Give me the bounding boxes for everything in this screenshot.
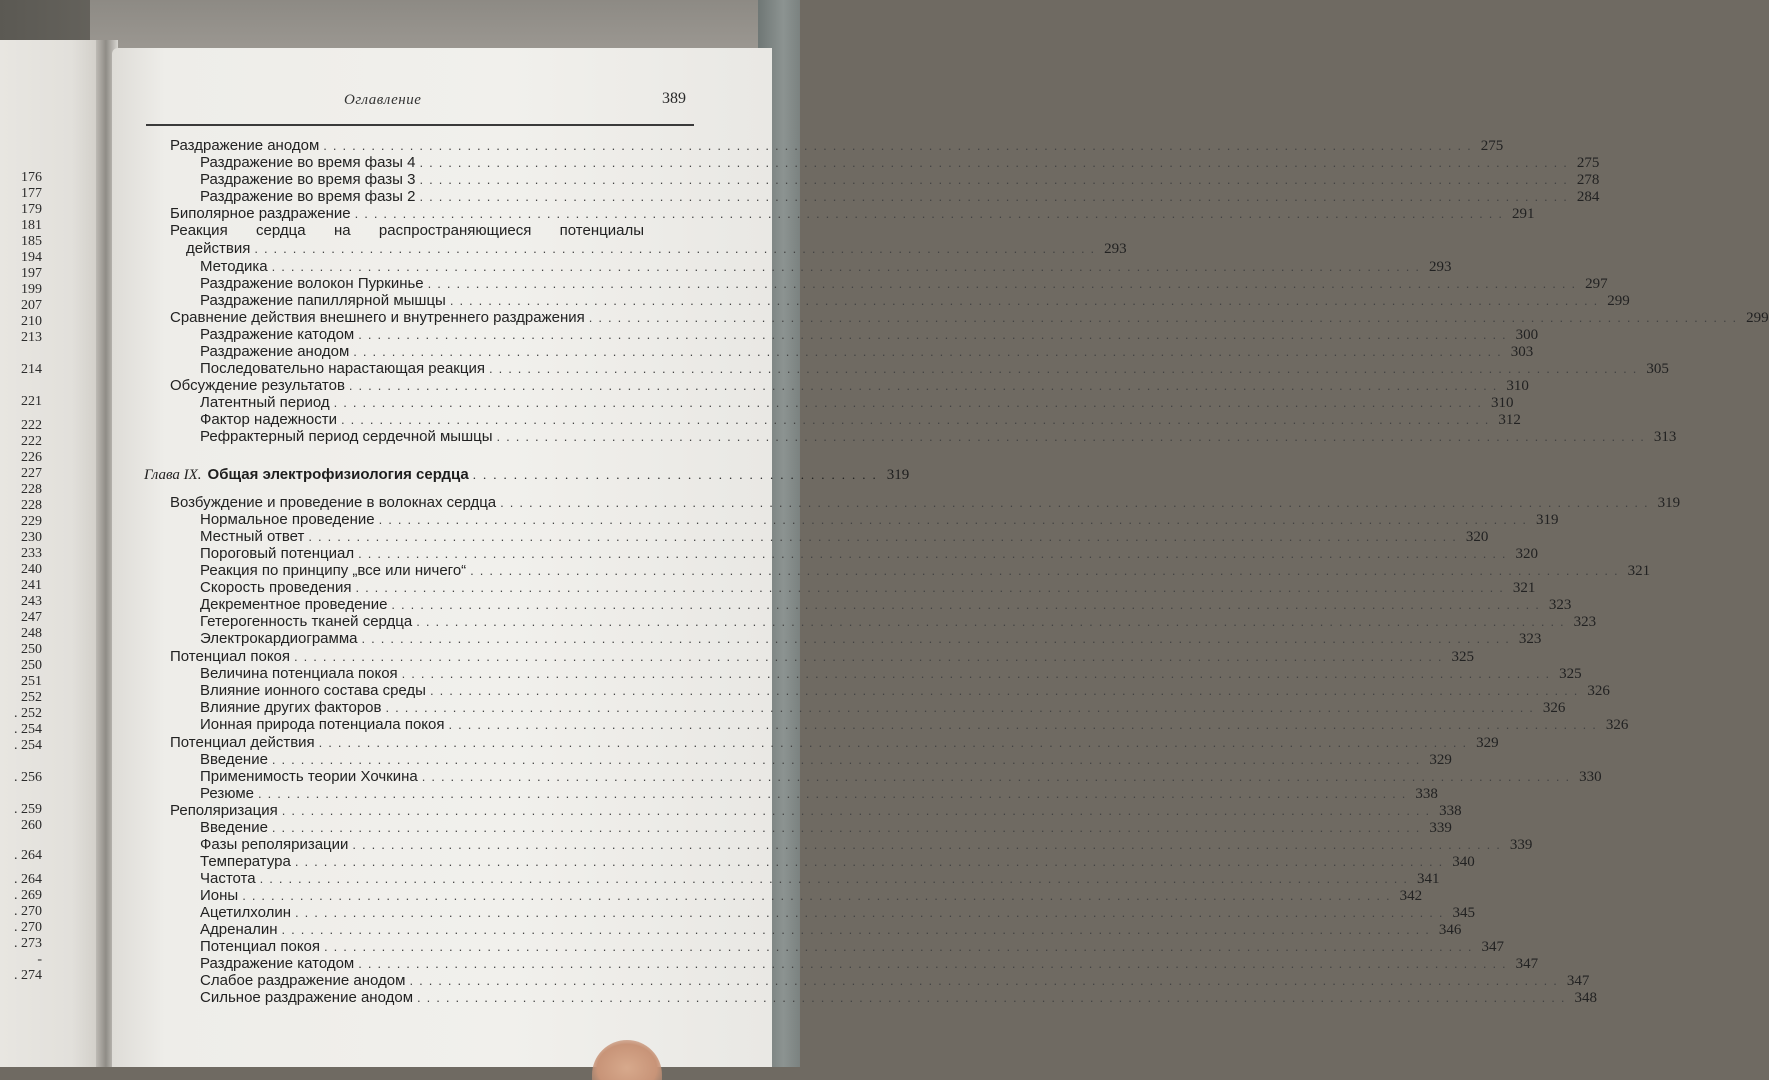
left-page-number: 251 xyxy=(21,674,42,689)
left-page-number: 222 xyxy=(21,434,42,449)
toc-entry-text: Реполяризация xyxy=(170,802,278,819)
toc-entry-text: Биполярное раздражение xyxy=(170,205,351,222)
toc-entry xyxy=(200,343,1534,360)
leader-dots: ........................................................................................................................ xyxy=(449,293,1604,308)
chapter-heading xyxy=(144,466,910,484)
toc-entry-page: 293 xyxy=(1104,241,1127,257)
left-page-number: . 274 xyxy=(14,968,42,983)
toc-entry-page: 319 xyxy=(1536,512,1559,528)
left-page-number: 248 xyxy=(21,626,42,641)
toc-entry xyxy=(200,360,1669,377)
left-page-number: . 259 xyxy=(14,802,42,817)
leader-dots: ........................................................................................................................ xyxy=(429,683,1584,698)
toc-entry-page: 347 xyxy=(1515,956,1539,972)
toc-entry xyxy=(200,630,1542,647)
left-page-number: 227 xyxy=(21,466,42,481)
toc-entry-page: 338 xyxy=(1439,803,1462,819)
toc-entry-text: Частота xyxy=(200,870,256,887)
left-page-number: 260 xyxy=(21,818,42,833)
toc-entry-wrapped-line1: Реакция сердца на распространяющиеся потенциалы xyxy=(170,222,644,239)
left-page-number: . 270 xyxy=(14,904,42,919)
toc-entry-text: Потенциал действия xyxy=(170,734,315,751)
toc-entry-text: Потенциал покоя xyxy=(170,648,291,665)
toc-entry-text: Латентный период xyxy=(200,394,330,411)
toc-entry-text: Сильное раздражение анодом xyxy=(200,989,414,1006)
leader-dots: ........................................................................................................................ xyxy=(391,597,1545,612)
leader-dots: ........................................................................................................................ xyxy=(385,700,1539,715)
left-page-number: 222 xyxy=(21,418,42,433)
toc-entry-text: Скорость проведения xyxy=(200,579,352,596)
toc-entry xyxy=(200,428,1677,445)
toc-entry-page: 305 xyxy=(1646,361,1669,377)
toc-entry-text: Слабое раздражение анодом xyxy=(200,972,406,989)
toc-entry-text: Методика xyxy=(200,258,268,275)
toc-entry xyxy=(200,921,1462,938)
left-page-number: 176 xyxy=(21,170,42,185)
toc-entry xyxy=(170,205,1535,222)
toc-entry-page: 325 xyxy=(1559,666,1582,682)
leader-dots: ........................................................................................................................ xyxy=(354,206,1509,221)
left-page-number: 226 xyxy=(21,450,42,465)
toc-entry-text: Декрементное проведение xyxy=(200,596,388,613)
toc-entry-page: 320 xyxy=(1465,529,1489,545)
leader-dots: ........................................................................................................................ xyxy=(378,512,1533,527)
toc-entry xyxy=(200,154,1600,171)
toc-entry-text: Возбуждение и проведение в волокнах сердца xyxy=(170,494,497,511)
toc-entry xyxy=(200,258,1452,275)
leader-dots: ........................................................................................................................ xyxy=(271,752,1426,767)
leader-dots: ........................................................................................................................ xyxy=(417,990,1571,1005)
left-page-number: 177 xyxy=(21,186,42,201)
toc-entry-page: 297 xyxy=(1585,276,1608,292)
toc-entry-page: 278 xyxy=(1576,172,1600,188)
toc-entry-page: 340 xyxy=(1452,854,1475,870)
left-page-number: 214 xyxy=(21,362,42,377)
toc-entry xyxy=(200,528,1489,545)
toc-entry xyxy=(170,494,1681,511)
toc-entry-page: 299 xyxy=(1746,310,1769,326)
toc-entry xyxy=(200,545,1539,562)
left-page-number: 207 xyxy=(21,298,42,313)
leader-dots: ........................................................................................................................ xyxy=(281,922,1435,937)
toc-entry-text: Местный ответ xyxy=(200,528,305,545)
toc-entry-page: 300 xyxy=(1515,327,1539,343)
leader-dots: ........................................................................................................................ xyxy=(427,276,1582,291)
toc-entry xyxy=(200,955,1539,972)
toc-entry-page: 329 xyxy=(1429,752,1452,768)
toc-entry xyxy=(170,137,1504,154)
toc-entry xyxy=(200,682,1610,699)
chapter-page: 319 xyxy=(886,467,910,483)
toc-entry-text: Раздражение катодом xyxy=(200,955,355,972)
page-number: 389 xyxy=(662,90,686,107)
toc-entry-page: 339 xyxy=(1429,820,1452,836)
toc-entry-text: Раздражение анодом xyxy=(170,137,320,154)
toc-entry xyxy=(170,734,1499,751)
left-page-number: 241 xyxy=(21,578,42,593)
toc-entry-page: 347 xyxy=(1566,973,1590,989)
toc-entry xyxy=(200,699,1566,716)
toc-entry-page: 326 xyxy=(1542,700,1566,716)
toc-entry xyxy=(200,751,1452,768)
leader-dots: ........................................................................................................................ xyxy=(341,412,1495,427)
left-page-number: . 264 xyxy=(14,872,42,887)
toc-entry-page: 293 xyxy=(1429,259,1452,275)
toc-entry xyxy=(200,853,1475,870)
leader-dots: ........................................ xyxy=(472,467,883,482)
toc-entry-page: 319 xyxy=(1657,495,1681,511)
toc-entry-text: Сравнение действия внешнего и внутреннего раздражения xyxy=(170,309,585,326)
toc-entry xyxy=(200,613,1597,630)
toc-entry-text: Температура xyxy=(200,853,291,870)
leader-dots: ........................................................................................................................ xyxy=(358,956,1512,971)
left-page-number: 210 xyxy=(21,314,42,329)
leader-dots: ........................................................................................................................ xyxy=(409,973,1563,988)
toc-entry-text: Рефрактерный период сердечной мышцы xyxy=(200,428,493,445)
left-page-number: 240 xyxy=(21,562,42,577)
leader-dots: ........................................................................................................................ xyxy=(271,259,1426,274)
leader-dots: ........................................................................................................................ xyxy=(421,769,1576,784)
left-page-number: 213 xyxy=(21,330,42,345)
toc-entry-text: Гетерогенность тканей сердца xyxy=(200,613,413,630)
left-page-number: 194 xyxy=(21,250,42,265)
left-page-number: 247 xyxy=(21,610,42,625)
toc-entry xyxy=(200,275,1608,292)
leader-dots: ........................................................................................................................ xyxy=(470,563,1624,578)
toc-entry-page: 348 xyxy=(1574,990,1597,1006)
toc-entry-text: Ацетилхолин xyxy=(200,904,292,921)
toc-entry-page: 275 xyxy=(1576,155,1600,171)
leader-dots: ........................................................................................................................ xyxy=(348,378,1503,393)
toc-entry-page: 313 xyxy=(1653,429,1677,445)
leader-dots: ........................................................................................................................ xyxy=(448,717,1602,732)
toc-entry xyxy=(200,579,1536,596)
toc-entry-page: 338 xyxy=(1415,786,1438,802)
left-page-number: 233 xyxy=(21,546,42,561)
toc-entry-page: 310 xyxy=(1491,395,1514,411)
toc-entry-text: Раздражение во время фазы 3 xyxy=(200,171,416,188)
toc-entry-text: Применимость теории Хочкина xyxy=(200,768,418,785)
left-page-number: 199 xyxy=(21,282,42,297)
toc-entry-page: 310 xyxy=(1506,378,1529,394)
leader-dots: ........................................................................................................................ xyxy=(333,395,1488,410)
leader-dots: ........................................................................................................................ xyxy=(294,649,1448,664)
left-page-number: 197 xyxy=(21,266,42,281)
toc-entry-page: 346 xyxy=(1438,922,1462,938)
toc-entry xyxy=(200,870,1440,887)
toc-entry-page: 323 xyxy=(1518,631,1542,647)
left-page-number: 228 xyxy=(21,498,42,513)
toc-entry xyxy=(200,511,1559,528)
leader-dots: ........................................................................................ xyxy=(254,241,1101,256)
toc-entry-wrapped-line2 xyxy=(186,240,1127,257)
leader-dots: ........................................................................................................................ xyxy=(353,344,1507,359)
toc-entry-text: Влияние ионного состава среды xyxy=(200,682,426,699)
toc-entry xyxy=(200,836,1533,853)
toc-entry xyxy=(170,802,1462,819)
toc-entry-text: Фазы реполяризации xyxy=(200,836,349,853)
toc-entry-page: 291 xyxy=(1512,206,1535,222)
chapter-label: Глава IX. xyxy=(144,467,202,483)
toc-entry-page: 347 xyxy=(1481,939,1504,955)
left-page-number: 250 xyxy=(21,658,42,673)
toc-entry-page: 342 xyxy=(1399,888,1423,904)
leader-dots: ........................................................................................................................ xyxy=(358,546,1512,561)
toc-entry-text: Раздражение анодом xyxy=(200,343,350,360)
toc-entry-text: Раздражение папиллярной мышцы xyxy=(200,292,446,309)
toc-entry xyxy=(200,904,1475,921)
toc-entry xyxy=(200,989,1597,1006)
leader-dots: ........................................................................................................................ xyxy=(295,905,1449,920)
left-page-number: 228 xyxy=(21,482,42,497)
left-page-number: 179 xyxy=(21,202,42,217)
chapter-title: Общая электрофизиология сердца xyxy=(207,466,469,483)
toc-entry xyxy=(200,562,1651,579)
toc-entry-page: 326 xyxy=(1605,717,1629,733)
leader-dots: ........................................................................................................................ xyxy=(419,189,1573,204)
toc-entry xyxy=(200,326,1539,343)
left-page-number: . 256 xyxy=(14,770,42,785)
leader-dots: ........................................................................................................................ xyxy=(419,172,1573,187)
toc-entry xyxy=(170,309,1769,326)
leader-dots: ........................................................................................................................ xyxy=(294,854,1449,869)
left-page-number: . 273 xyxy=(14,936,42,951)
toc-entry-text: Последовательно нарастающая реакция xyxy=(200,360,485,377)
left-page-number: . 264 xyxy=(14,848,42,863)
left-page-number: 229 xyxy=(21,514,42,529)
leader-dots: ........................................................................................................................ xyxy=(488,361,1643,376)
toc-entry-text: Пороговый потенциал xyxy=(200,545,355,562)
toc-entry-page: 323 xyxy=(1573,614,1597,630)
toc-entry-page: 326 xyxy=(1587,683,1610,699)
toc-entry-text: Электрокардиограмма xyxy=(200,630,358,647)
toc-entry-page: 321 xyxy=(1627,563,1651,579)
left-page-number: . 254 xyxy=(14,738,42,753)
leader-dots: ........................................................................................................................ xyxy=(281,803,1436,818)
left-page-number: 185 xyxy=(21,234,42,249)
toc-entry-page: 284 xyxy=(1576,189,1600,205)
toc-entry-text: Величина потенциала покоя xyxy=(200,665,398,682)
toc-entry-text: действия xyxy=(186,240,251,257)
toc-entry-text: Раздражение во время фазы 4 xyxy=(200,154,416,171)
toc-entry-page: 325 xyxy=(1451,649,1474,665)
leader-dots: ........................................................................................................................ xyxy=(257,786,1412,801)
toc-entry xyxy=(200,819,1452,836)
leader-dots: ........................................................................................................................ xyxy=(358,327,1512,342)
leader-dots: ........................................................................................................................ xyxy=(401,666,1556,681)
leader-dots: ........................................................................................................................ xyxy=(318,735,1473,750)
toc-entry xyxy=(200,887,1423,904)
toc-entry-page: 299 xyxy=(1607,293,1630,309)
left-page-number: 230 xyxy=(21,530,42,545)
toc-entry xyxy=(170,377,1529,394)
toc-entry-text: Введение xyxy=(200,819,268,836)
leader-dots: ........................................................................................................................ xyxy=(324,939,1478,954)
toc-entry-page: 320 xyxy=(1515,546,1539,562)
leader-dots: ........................................................................................................................ xyxy=(323,138,1477,153)
toc-entry-page: 339 xyxy=(1509,837,1533,853)
toc-entry-text: Адреналин xyxy=(200,921,278,938)
left-page-number: . 254 xyxy=(14,722,42,737)
leader-dots: ........................................................................................................................ xyxy=(361,631,1515,646)
left-page-number: 243 xyxy=(21,594,42,609)
toc-entry xyxy=(200,665,1582,682)
leader-dots: ........................................................................................................................ xyxy=(308,529,1462,544)
toc-entry-text: Реакция по принципу „все или ничего“ xyxy=(200,562,467,579)
toc-entry-page: 329 xyxy=(1476,735,1499,751)
leader-dots: ........................................................................................................................ xyxy=(259,871,1414,886)
toc-entry-text: Обсуждение результатов xyxy=(170,377,345,394)
toc-entry-text: Резюме xyxy=(200,785,254,802)
toc-entry xyxy=(200,171,1600,188)
leader-dots: ........................................................................................................................ xyxy=(419,155,1573,170)
toc-entry-text: Раздражение во время фазы 2 xyxy=(200,188,416,205)
leader-dots: ........................................................................................................................ xyxy=(271,820,1426,835)
toc-entry xyxy=(200,938,1504,955)
toc-entry-page: 275 xyxy=(1480,138,1504,154)
toc-entry xyxy=(170,648,1474,665)
toc-entry-text: Ионы xyxy=(200,887,239,904)
toc-entry-text: Ионная природа потенциала покоя xyxy=(200,716,445,733)
toc-entry-text: Раздражение волокон Пуркинье xyxy=(200,275,424,292)
leader-dots: ........................................................................................................................ xyxy=(588,310,1743,325)
leader-dots: ........................................................................................................................ xyxy=(355,580,1509,595)
toc-entry xyxy=(200,596,1572,613)
toc-entry-text: Влияние других факторов xyxy=(200,699,382,716)
toc-entry-page: 345 xyxy=(1452,905,1475,921)
leader-dots: ........................................................................................................................ xyxy=(416,614,1570,629)
leader-dots: ........................................................................................................................ xyxy=(500,495,1654,510)
toc-entry xyxy=(200,292,1630,309)
left-page-number: 221 xyxy=(21,394,42,409)
left-page-number: . 270 xyxy=(14,920,42,935)
toc-entry-text: Раздражение катодом xyxy=(200,326,355,343)
left-page-number: 250 xyxy=(21,642,42,657)
toc-entry xyxy=(200,785,1438,802)
toc-entry xyxy=(200,716,1629,733)
toc-entry-page: 330 xyxy=(1579,769,1602,785)
leader-dots: ........................................................................................................................ xyxy=(496,429,1650,444)
toc-entry xyxy=(200,394,1514,411)
toc-entry-text: Введение xyxy=(200,751,268,768)
toc-entry-page: 323 xyxy=(1548,597,1572,613)
left-page-number: 181 xyxy=(21,218,42,233)
toc-entry-text: Фактор надежности xyxy=(200,411,337,428)
toc-entry xyxy=(200,972,1590,989)
page-header-title: Оглавление xyxy=(344,92,422,108)
toc-entry xyxy=(200,768,1602,785)
left-page-number: - xyxy=(37,952,42,967)
toc-entry-page: 321 xyxy=(1512,580,1536,596)
toc-entry-page: 303 xyxy=(1510,344,1534,360)
toc-entry-text: Нормальное проведение xyxy=(200,511,375,528)
left-page-number: . 252 xyxy=(14,706,42,721)
left-page-number: . 269 xyxy=(14,888,42,903)
toc-entry xyxy=(200,411,1521,428)
leader-dots: ........................................................................................................................ xyxy=(352,837,1506,852)
toc-entry-text: Потенциал покоя xyxy=(200,938,321,955)
toc-entry xyxy=(200,188,1600,205)
left-page-number: 252 xyxy=(21,690,42,705)
toc-entry-page: 341 xyxy=(1417,871,1440,887)
leader-dots: ........................................................................................................................ xyxy=(242,888,1396,903)
toc-entry-page: 312 xyxy=(1498,412,1521,428)
